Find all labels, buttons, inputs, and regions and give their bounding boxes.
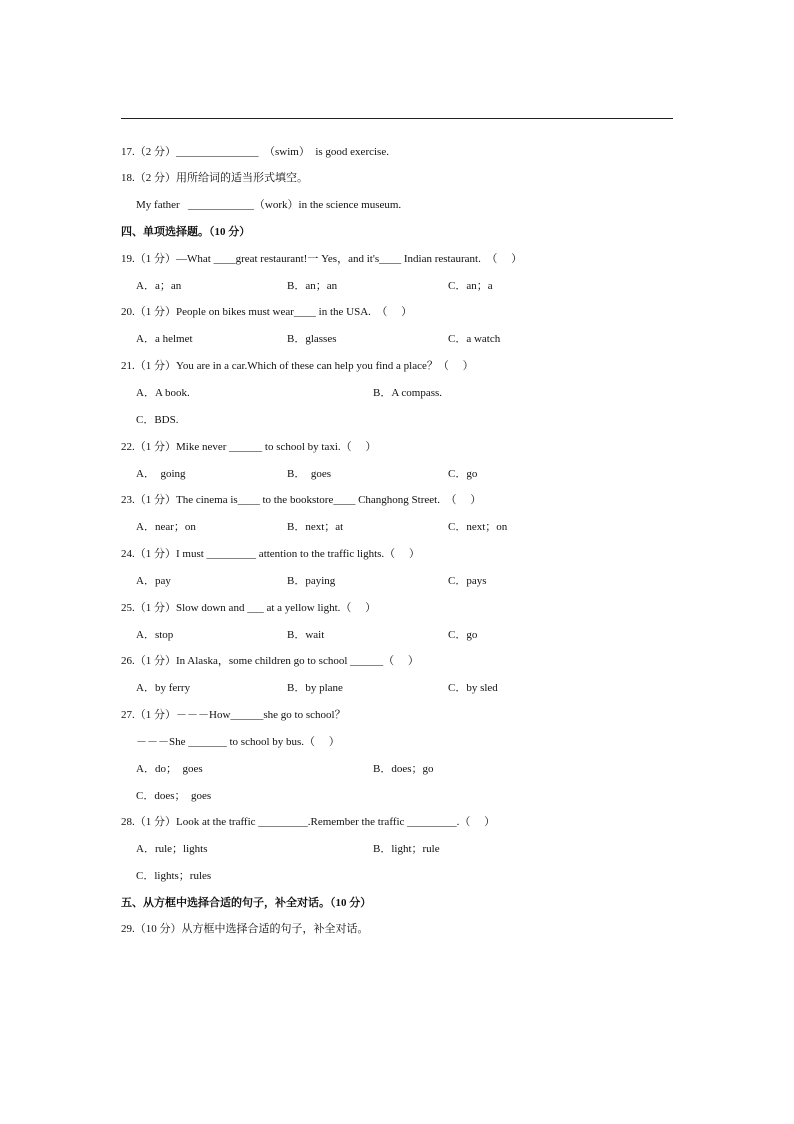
q24-option-b[interactable]: B．paying <box>287 575 336 587</box>
q24-option-a[interactable]: A．pay <box>136 575 171 587</box>
q19-option-c[interactable]: C．an；a <box>448 280 493 292</box>
q21-option-b[interactable]: B．A compass. <box>373 387 443 399</box>
question-28: 28.（1 分）Look at the traffic _________.Remember the traffic _________.（ ） <box>121 816 496 828</box>
q23-option-b[interactable]: B．next；at <box>287 521 344 533</box>
q24-option-c[interactable]: C．pays <box>448 575 487 587</box>
question-20: 20.（1 分）People on bikes must wear____ in the USA. （ ） <box>121 306 413 318</box>
q25-option-c[interactable]: C．go <box>448 629 478 641</box>
q25-option-a[interactable]: A．stop <box>136 629 174 641</box>
q23-option-a[interactable]: A．near；on <box>136 521 196 533</box>
q28-option-a[interactable]: A．rule；lights <box>136 843 208 855</box>
q26-option-a[interactable]: A．by ferry <box>136 682 191 694</box>
q26-option-c[interactable]: C．by sled <box>448 682 498 694</box>
q27-option-b[interactable]: B．does；go <box>373 763 434 775</box>
q22-option-c[interactable]: C．go <box>448 468 478 480</box>
question-17: 17.（2 分）_______________ （swim） is good exercise. <box>121 146 389 158</box>
question-18-prompt: My father ____________（work）in the science museum. <box>136 199 402 211</box>
q19-option-a[interactable]: A．a；an <box>136 280 182 292</box>
q25-option-b[interactable]: B．wait <box>287 629 325 641</box>
question-27-response: －－－She _______ to school by bus.（ ） <box>136 736 340 748</box>
q22-option-b[interactable]: B． goes <box>287 468 331 480</box>
question-18: 18.（2 分）用所给词的适当形式填空。 <box>121 172 308 184</box>
question-25: 25.（1 分）Slow down and ___ at a yellow light.（ ） <box>121 602 377 614</box>
q28-option-b[interactable]: B．light；rule <box>373 843 440 855</box>
question-29: 29.（10 分）从方框中选择合适的句子，补全对话。 <box>121 923 369 935</box>
q28-option-c[interactable]: C．lights；rules <box>136 870 212 882</box>
q20-option-c[interactable]: C．a watch <box>448 333 501 345</box>
q26-option-b[interactable]: B．by plane <box>287 682 343 694</box>
q22-option-a[interactable]: A． going <box>136 468 186 480</box>
question-21: 21.（1 分）You are in a car.Which of these can help you find a place？（ ） <box>121 360 474 372</box>
question-27: 27.（1 分）－－－How______she go to school？ <box>121 709 346 721</box>
question-24: 24.（1 分）I must _________ attention to the traffic lights.（ ） <box>121 548 420 560</box>
q23-option-c[interactable]: C．next；on <box>448 521 508 533</box>
q27-option-c[interactable]: C．does； goes <box>136 790 212 802</box>
header-rule <box>121 118 673 119</box>
section-4-heading: 四、单项选择题。（10 分） <box>121 226 251 238</box>
section-5-heading: 五、从方框中选择合适的句子，补全对话。（10 分） <box>121 897 372 909</box>
question-19: 19.（1 分）—What ____great restaurant!一 Yes，and it's____ Indian restaurant. （ ） <box>121 253 523 265</box>
q21-option-c[interactable]: C．BDS. <box>136 414 179 426</box>
question-26: 26.（1 分）In Alaska，some children go to school ______（ ） <box>121 655 419 667</box>
question-22: 22.（1 分）Mike never ______ to school by taxi.（ ） <box>121 441 377 453</box>
q20-option-b[interactable]: B．glasses <box>287 333 337 345</box>
q27-option-a[interactable]: A．do； goes <box>136 763 203 775</box>
question-23: 23.（1 分）The cinema is____ to the bookstore____ Changhong Street. （ ） <box>121 494 482 506</box>
q20-option-a[interactable]: A．a helmet <box>136 333 193 345</box>
q21-option-a[interactable]: A．A book. <box>136 387 190 399</box>
q19-option-b[interactable]: B．an；an <box>287 280 338 292</box>
